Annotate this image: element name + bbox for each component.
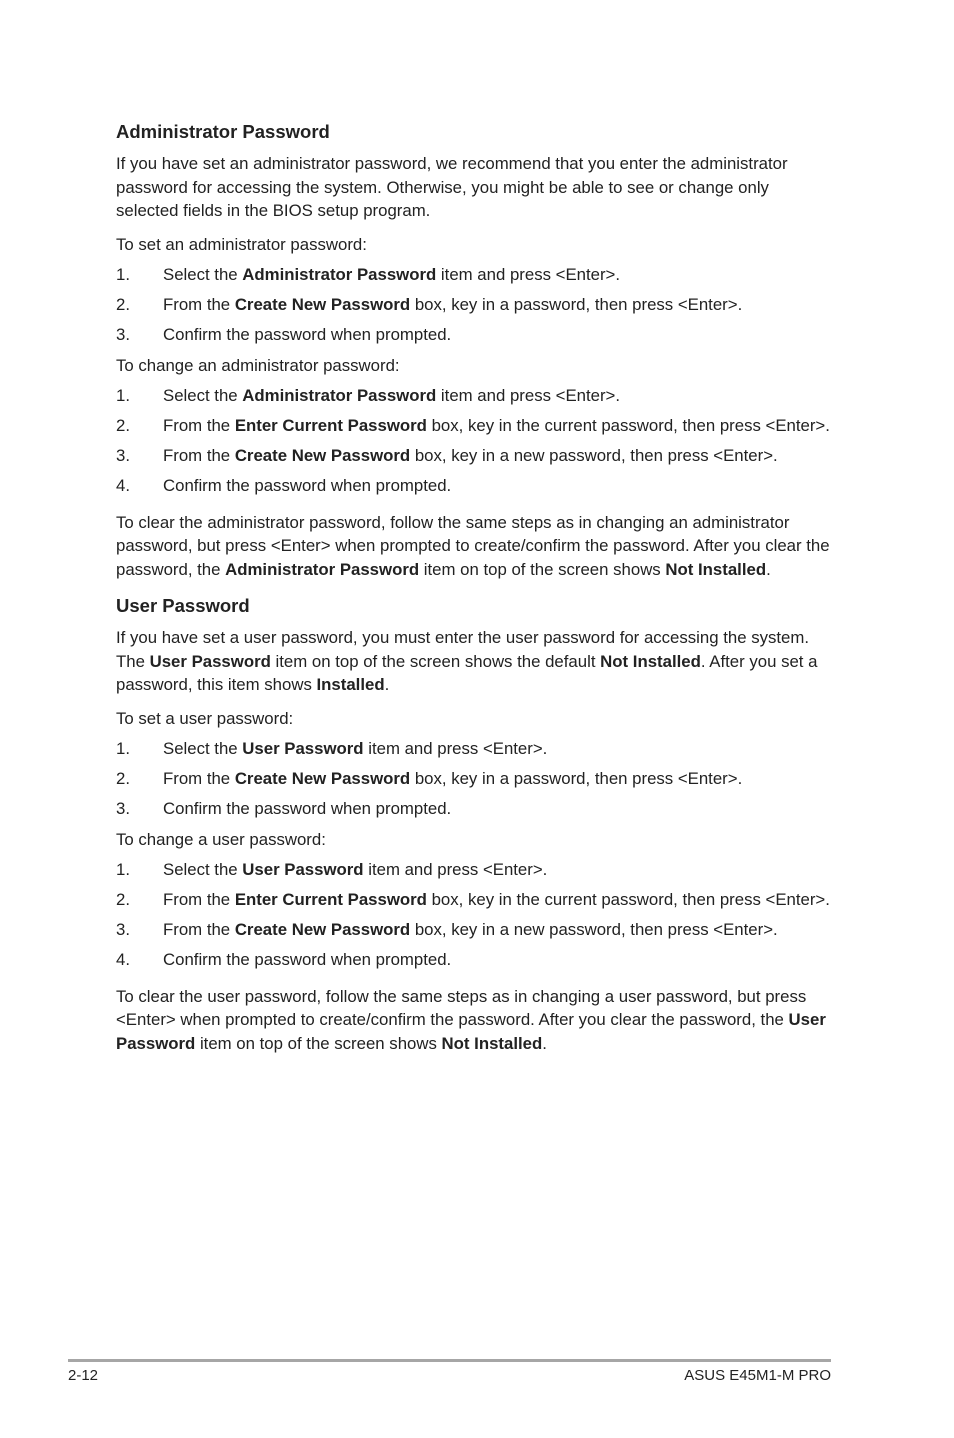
step-text: From the Create New Password box, key in a password, then press <Enter>. [163, 295, 743, 314]
step-text: Select the User Password item and press <Enter>. [163, 860, 548, 879]
step-text: Confirm the password when prompted. [163, 325, 452, 344]
admin-set-steps [116, 263, 836, 347]
step-text: Confirm the password when prompted. [163, 799, 452, 818]
step-number: 3. [116, 325, 130, 344]
page-number: 2-12 [68, 1367, 99, 1384]
step-text: From the Create New Password box, key in a new password, then press <Enter>. [163, 920, 778, 939]
step-number: 4. [116, 476, 130, 495]
step-number: 4. [116, 950, 130, 969]
user-clear-paragraph: To clear the user password, follow the same steps as in changing a user password, but press <Enter> when prompted to create/confirm the password. After you clear the password, the User Password item on top of the screen shows Not Installed. [116, 986, 826, 1053]
user-change-lead: To change a user password: [116, 829, 326, 849]
list-item [116, 858, 836, 882]
admin-clear-paragraph: To clear the administrator password, follow the same steps as in changing an administrator password, but press <Enter> when prompted to create/confirm the password. After you clear the password, the Administrator Password item on top of the screen shows Not Installed. [116, 512, 830, 579]
user-password-section [116, 592, 836, 1055]
step-text: From the Create New Password box, key in a password, then press <Enter>. [163, 769, 743, 788]
list-item [116, 767, 836, 791]
admin-password-heading: Administrator Password [116, 121, 330, 142]
step-number: 2. [116, 416, 130, 435]
list-item [116, 323, 836, 347]
list-item [116, 918, 836, 942]
page-content [116, 118, 836, 1055]
step-number: 1. [116, 265, 130, 284]
step-text: Select the Administrator Password item and press <Enter>. [163, 265, 621, 284]
list-item [116, 444, 836, 468]
step-number: 2. [116, 295, 130, 314]
step-number: 3. [116, 920, 130, 939]
step-text: Confirm the password when prompted. [163, 950, 452, 969]
admin-change-lead: To change an administrator password: [116, 355, 400, 375]
step-number: 2. [116, 769, 130, 788]
list-item [116, 263, 836, 287]
user-change-steps [116, 858, 836, 972]
list-item [116, 474, 836, 498]
admin-password-section [116, 118, 836, 581]
step-number: 3. [116, 446, 130, 465]
user-set-lead: To set a user password: [116, 708, 294, 728]
admin-change-steps [116, 384, 836, 498]
list-item [116, 414, 836, 438]
step-text: From the Create New Password box, key in a new password, then press <Enter>. [163, 446, 778, 465]
list-item [116, 293, 836, 317]
step-text: Confirm the password when prompted. [163, 476, 452, 495]
footer-divider [68, 1359, 831, 1362]
list-item [116, 948, 836, 972]
step-number: 2. [116, 890, 130, 909]
step-text: Select the Administrator Password item and press <Enter>. [163, 386, 621, 405]
step-text: From the Enter Current Password box, key in the current password, then press <Enter>. [163, 416, 830, 435]
product-name: ASUS E45M1-M PRO [684, 1367, 831, 1384]
admin-password-intro: If you have set an administrator password, we recommend that you enter the administrator password for accessing the system. Otherwise, you might be able to see or change only selected fields in the BIOS setup program. [116, 154, 788, 220]
step-number: 3. [116, 799, 130, 818]
user-password-heading: User Password [116, 595, 250, 616]
step-text: From the Enter Current Password box, key in the current password, then press <Enter>. [163, 890, 830, 909]
list-item [116, 797, 836, 821]
step-number: 1. [116, 386, 130, 405]
user-set-steps [116, 737, 836, 821]
list-item [116, 888, 836, 912]
list-item [116, 384, 836, 408]
step-number: 1. [116, 860, 130, 879]
step-text: Select the User Password item and press <Enter>. [163, 739, 548, 758]
list-item [116, 737, 836, 761]
user-password-intro: If you have set a user password, you must enter the user password for accessing the system. The User Password item on top of the screen shows the default Not Installed. After you set a password, this item shows Installed. [116, 628, 818, 694]
admin-set-lead: To set an administrator password: [116, 234, 367, 254]
step-number: 1. [116, 739, 130, 758]
